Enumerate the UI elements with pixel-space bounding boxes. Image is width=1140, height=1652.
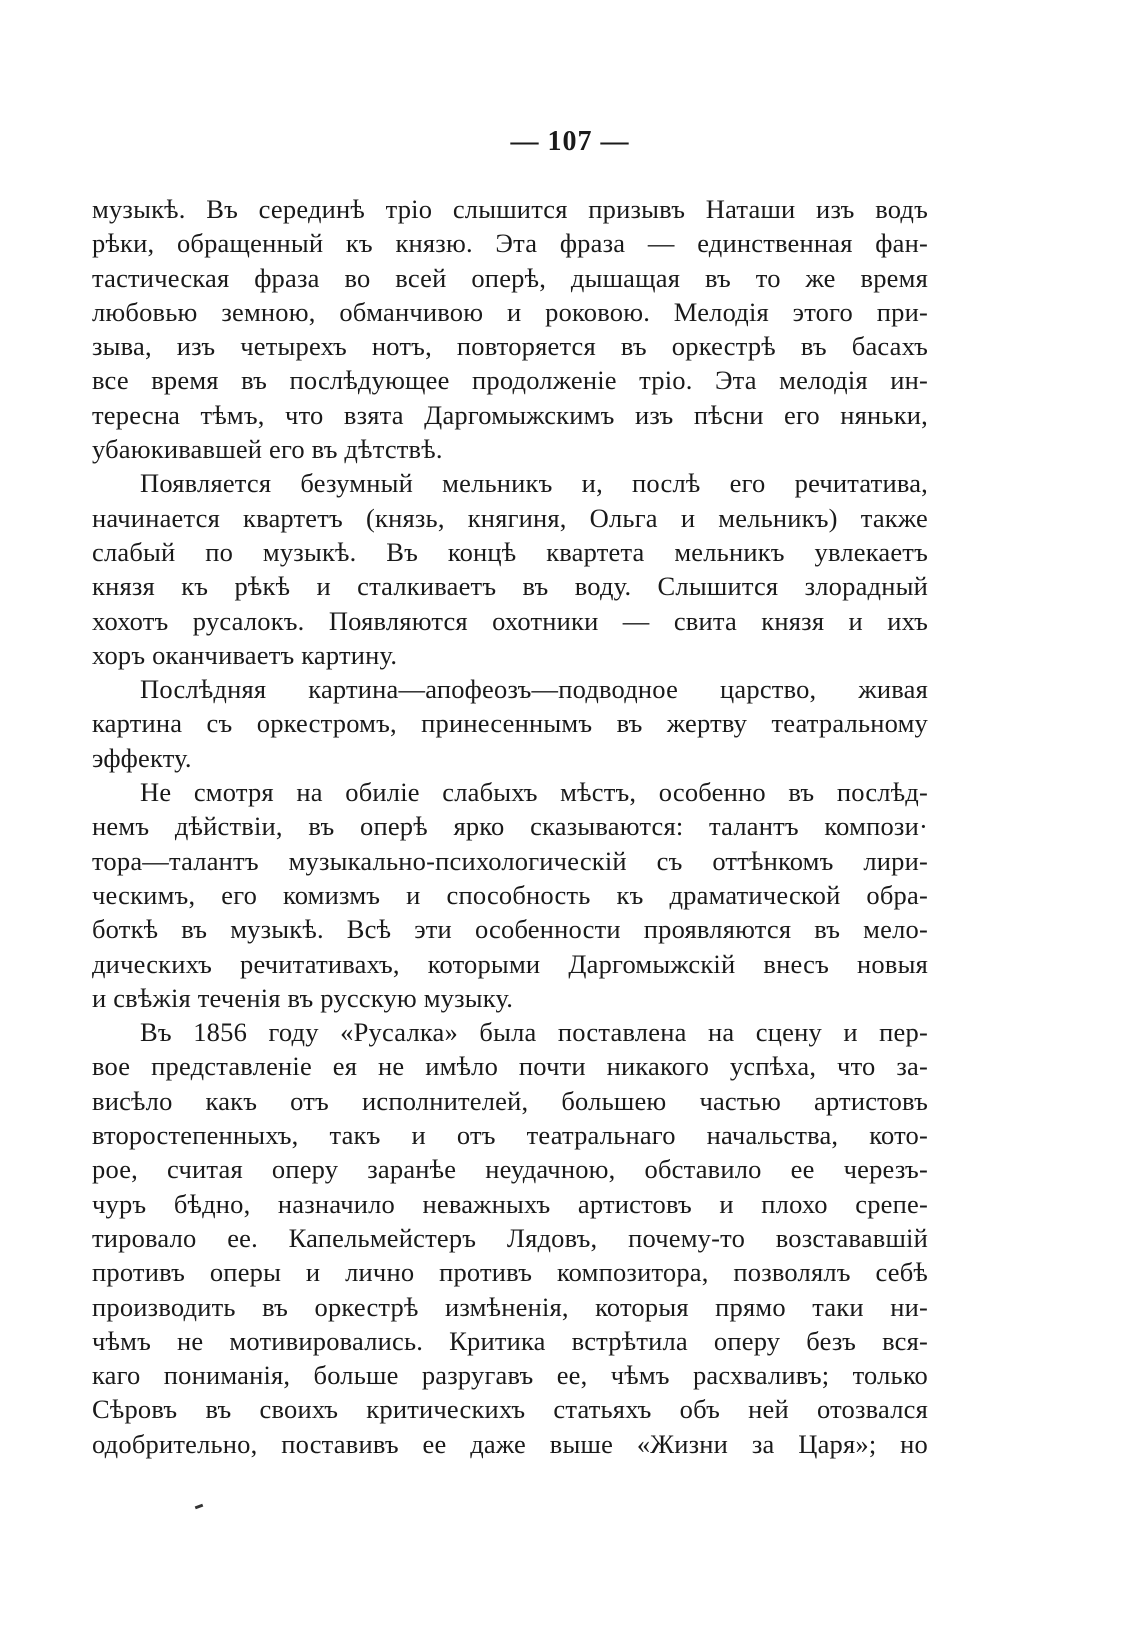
text-line: и свѣжія теченія въ русскую музыку.	[92, 982, 514, 1013]
text-line: хохотъ русалокъ. Появляются охотники — свита князя и ихъ	[92, 605, 928, 636]
text-line: слабый по музыкѣ. Въ концѣ квартета мельникъ увлекаетъ	[92, 536, 928, 567]
text-line: чѣмъ не мотивировались. Критика встрѣтила оперу безъ вся-	[92, 1325, 928, 1356]
body-text	[92, 192, 928, 1461]
text-line: музыкѣ. Въ серединѣ тріо слышится призывъ Наташи изъ водъ	[92, 194, 928, 224]
text-line: рое, считая оперу заранѣе неудачною, обставило ее черезъ-	[92, 1154, 928, 1185]
text-line: убаюкивавшей его въ дѣтствѣ.	[92, 434, 443, 465]
text-line: одобрительно, поставивъ ее даже выше «Жизни за Царя»; но	[92, 1428, 928, 1459]
text-line: производить въ оркестрѣ измѣненія, которыя прямо таки ни-	[92, 1291, 928, 1322]
text-line: все время въ послѣдующее продолженіе тріо. Эта мелодія ин-	[92, 365, 928, 396]
text-line: вое представленіе ея не имѣло почти никакого успѣха, что за-	[92, 1051, 928, 1082]
paragraph-first-line: Послѣдняя картина—апофеозъ—подводное царство, живая	[140, 674, 928, 705]
text-line: тировало ее. Капельмейстеръ Лядовъ, почему-то возстававшій	[92, 1222, 928, 1253]
text-line: противъ оперы и лично противъ композитора, позволялъ себѣ	[92, 1257, 928, 1288]
text-line: рѣки, обращенный къ князю. Эта фраза — единственная фан-	[92, 228, 928, 259]
text-line: ческимъ, его комизмъ и способность къ драматической обра-	[92, 879, 928, 910]
text-line: хоръ оканчиваетъ картину.	[92, 639, 398, 670]
paragraph-first-line: Появляется безумный мельникъ и, послѣ его речитатива,	[140, 468, 928, 499]
text-line: второстепенныхъ, такъ и отъ театральнаго начальства, кото-	[92, 1120, 928, 1151]
text-line: тересна тѣмъ, что взята Даргомыжскимъ изъ пѣсни его няньки,	[92, 399, 928, 430]
text-line: боткѣ въ музыкѣ. Всѣ эти особенности проявляются въ мело-	[92, 914, 928, 945]
text-line: висѣло какъ отъ исполнителей, большею частью артистовъ	[92, 1085, 928, 1116]
text-line: Сѣровъ въ своихъ критическихъ статьяхъ объ ней отозвался	[92, 1394, 928, 1425]
text-line: чуръ бѣдно, назначило неважныхъ артистовъ и плохо срепе-	[92, 1188, 928, 1219]
page-number: — 107 —	[510, 126, 630, 157]
text-line: тастическая фраза во всей оперѣ, дышащая въ то же время	[92, 262, 928, 293]
text-line: зыва, изъ четырехъ нотъ, повторяется въ оркестрѣ въ басахъ	[92, 331, 928, 362]
text-line: начинается квартетъ (князь, княгиня, Ольга и мельникъ) также	[92, 502, 928, 533]
print-speck	[195, 1504, 204, 1510]
text-line: каго пониманія, больше разругавъ ее, чѣмъ расхваливъ; только	[92, 1360, 928, 1391]
text-line: немъ дѣйствіи, въ оперѣ ярко сказываются: талантъ компози·	[92, 811, 928, 842]
text-line: любовью земною, обманчивою и роковою. Мелодія этого при-	[92, 296, 928, 327]
text-line: князя къ рѣкѣ и сталкиваетъ въ воду. Слышится злорадный	[92, 571, 928, 602]
text-line: эффекту.	[92, 742, 192, 773]
paragraph-first-line: Въ 1856 году «Русалка» была поставлена на сцену и пер-	[140, 1017, 928, 1048]
text-line: тора—талантъ музыкально-психологическій съ оттѣнкомъ лири-	[92, 845, 928, 876]
text-line: картина съ оркестромъ, принесеннымъ въ жертву театральному	[92, 708, 928, 739]
paragraph-first-line: Не смотря на обиліе слабыхъ мѣстъ, особенно въ послѣд-	[140, 777, 928, 808]
text-line: дическихъ речитативахъ, которыми Даргомыжскій внесъ новыя	[92, 948, 928, 979]
